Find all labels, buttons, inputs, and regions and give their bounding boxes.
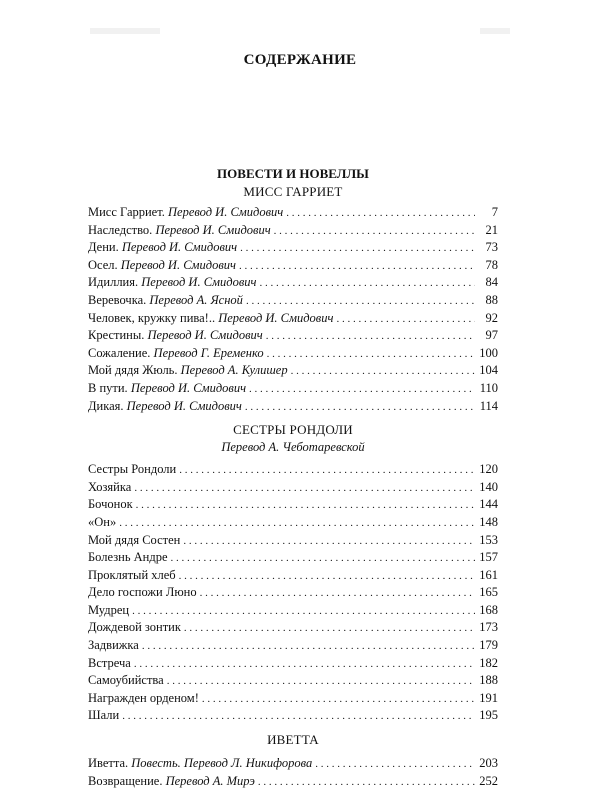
leader-dots (315, 756, 475, 774)
entry-title: Крестины. (88, 328, 145, 343)
toc-entry[interactable] (88, 345, 498, 363)
entry-title: Шали (88, 708, 120, 723)
entry-translator: Перевод А. Ясной (149, 292, 243, 307)
entry-page: 114 (479, 398, 498, 413)
entry-page: 7 (491, 205, 498, 219)
table-of-contents (88, 165, 498, 790)
entry-translator: Перевод И. Смидович (141, 275, 257, 290)
entry-page: 100 (479, 345, 498, 360)
entry-title: Осел. (88, 257, 118, 272)
entry-title: Мисс Гарриет. (88, 205, 165, 219)
entry-translator: Перевод И. Смидович (120, 257, 236, 272)
faint-header-left (90, 28, 160, 34)
toc-entry[interactable] (88, 398, 498, 416)
entry-title: Задвижка (88, 638, 139, 653)
toc-entry[interactable] (88, 619, 498, 637)
leader-dots (167, 673, 475, 691)
entry-title: Сожаление. (88, 345, 151, 360)
entry-title: Веревочка. (88, 292, 147, 307)
leader-dots (171, 550, 475, 568)
toc-entry[interactable] (88, 461, 498, 479)
entry-title: Сестры Рондоли (88, 462, 177, 477)
book-title-yvette: ИВЕТТА (267, 732, 319, 748)
leader-dots (122, 708, 475, 726)
leader-dots (239, 258, 475, 276)
entry-title: Проклятый хлеб (88, 567, 176, 582)
entry-page: 153 (479, 532, 498, 547)
book-title-miss-harriet: МИСС ГАРРИЕТ (243, 184, 343, 199)
toc-entry[interactable] (88, 672, 498, 690)
toc-entry[interactable] (88, 274, 498, 292)
entry-page: 144 (479, 497, 498, 512)
toc-entry[interactable] (88, 310, 498, 328)
leader-dots (245, 399, 475, 417)
leader-dots (286, 205, 475, 223)
toc-entry[interactable] (88, 602, 498, 620)
entry-page: 161 (479, 567, 498, 582)
toc-entry[interactable] (88, 773, 498, 791)
entry-title: Человек, кружку пива!.. (88, 310, 216, 325)
leader-dots (246, 293, 475, 311)
entry-title: Иветта. (88, 756, 129, 771)
faint-header-right (480, 28, 510, 34)
entry-page: 203 (479, 756, 498, 771)
entry-page: 92 (485, 310, 498, 325)
leader-dots (184, 620, 475, 638)
leader-dots (258, 774, 475, 791)
toc-entry[interactable] (88, 755, 498, 773)
entry-title: В пути. (88, 380, 128, 395)
leader-dots (266, 328, 475, 346)
contents-title: СОДЕРЖАНИЕ (243, 52, 357, 68)
entry-translator: Перевод И. Смидович (130, 380, 247, 395)
entry-page: 140 (479, 479, 498, 494)
leader-dots (202, 691, 475, 709)
toc-entry[interactable] (88, 204, 498, 222)
leader-dots (267, 346, 475, 364)
entry-page: 21 (485, 222, 498, 237)
entry-page: 157 (479, 550, 498, 565)
leader-dots (336, 311, 475, 329)
toc-entry[interactable] (88, 514, 498, 532)
toc-entry[interactable] (88, 655, 498, 673)
leader-dots (136, 497, 475, 515)
entry-translator: Перевод И. Смидович (126, 398, 242, 413)
entry-page: 88 (485, 292, 498, 307)
toc-entry[interactable] (88, 637, 498, 655)
entry-translator: Перевод А. Мирэ (165, 773, 255, 788)
entry-page: 195 (479, 708, 498, 723)
entry-title: Дождевой зонтик (88, 620, 181, 635)
toc-entry[interactable] (88, 327, 498, 345)
entry-page: 252 (479, 773, 498, 788)
entry-title: Наследство. (88, 222, 153, 237)
leader-dots (134, 480, 475, 498)
leader-dots (249, 381, 475, 399)
entry-translator: Перевод И. Смидович (147, 328, 263, 343)
entry-title: Самоубийства (88, 673, 164, 688)
entry-title: Бочонок (88, 497, 133, 512)
entry-title: Мой дядя Состен (88, 532, 181, 547)
entry-title: «Он» (88, 514, 117, 529)
toc-entry[interactable] (88, 532, 498, 550)
book-entries-yvette (88, 755, 498, 790)
entry-page: 110 (479, 380, 498, 395)
entry-title: Награжден орденом! (88, 690, 199, 705)
entry-title: Хозяйка (88, 479, 132, 494)
toc-entry[interactable] (88, 479, 498, 497)
entry-translator: Перевод И. Смидович (168, 205, 284, 219)
leader-dots (119, 515, 475, 533)
entry-title: Встреча (88, 655, 131, 670)
entry-page: 73 (485, 240, 498, 255)
leader-dots (179, 568, 475, 586)
entry-page: 84 (485, 275, 498, 290)
leader-dots (183, 533, 475, 551)
entry-title: Возвращение. (88, 773, 163, 788)
entry-page: 148 (479, 514, 498, 529)
leader-dots (132, 603, 475, 621)
toc-entry[interactable] (88, 362, 498, 380)
toc-entry[interactable] (88, 292, 498, 310)
entry-translator: Перевод И. Смидович (121, 240, 238, 255)
toc-entry[interactable] (88, 222, 498, 240)
leader-dots (134, 656, 475, 674)
entry-translator: Перевод И. Смидович (155, 222, 271, 237)
toc-entry[interactable] (88, 567, 498, 585)
entry-translator: Перевод А. Кулишер (180, 363, 288, 378)
entry-translator: Перевод И. Смидович (218, 310, 334, 325)
leader-dots (240, 240, 475, 258)
faint-page-header (90, 24, 510, 36)
entry-title: Дикая. (88, 398, 124, 413)
toc-entry[interactable] (88, 239, 498, 257)
section-heading: ПОВЕСТИ И НОВЕЛЛЫ (217, 166, 369, 181)
entry-title: Дело госпожи Люно (88, 585, 197, 600)
entry-page: 179 (479, 638, 498, 653)
toc-entry[interactable] (88, 380, 498, 398)
leader-dots (200, 585, 475, 603)
entry-translator: Перевод Г. Еременко (153, 345, 264, 360)
toc-entry[interactable] (88, 690, 498, 708)
book-translator: Перевод А. Чеботаревской (221, 440, 365, 455)
entry-title: Идиллия. (88, 275, 139, 290)
entry-page: 97 (485, 328, 498, 343)
leader-dots (142, 638, 475, 656)
leader-dots (259, 275, 475, 293)
book-entries-sisters-rondoli (88, 461, 498, 725)
toc-entry[interactable] (88, 707, 498, 725)
book-entries-miss-harriet (88, 204, 498, 415)
entry-page: 165 (479, 585, 498, 600)
entry-page: 173 (479, 620, 498, 635)
entry-title: Мудрец (88, 602, 130, 617)
leader-dots (291, 363, 475, 381)
toc-entry[interactable] (88, 584, 498, 602)
toc-entry[interactable] (88, 496, 498, 514)
entry-page: 188 (479, 673, 498, 688)
entry-translator: Повесть. Перевод Л. Никифорова (131, 756, 313, 771)
leader-dots (274, 223, 475, 241)
entry-title: Болезнь Андре (88, 550, 168, 565)
entry-page: 120 (479, 462, 498, 477)
book-title-sisters-rondoli: СЕСТРЫ РОНДОЛИ (233, 422, 353, 438)
entry-page: 191 (479, 690, 498, 705)
toc-entry[interactable] (88, 257, 498, 275)
entry-page: 78 (485, 257, 498, 272)
entry-page: 182 (479, 655, 498, 670)
leader-dots (179, 462, 475, 480)
entry-page: 104 (479, 363, 498, 378)
entry-page: 168 (479, 602, 498, 617)
toc-entry[interactable] (88, 549, 498, 567)
entry-title: Мой дядя Жюль. (88, 363, 178, 378)
entry-title: Дени. (88, 240, 119, 255)
